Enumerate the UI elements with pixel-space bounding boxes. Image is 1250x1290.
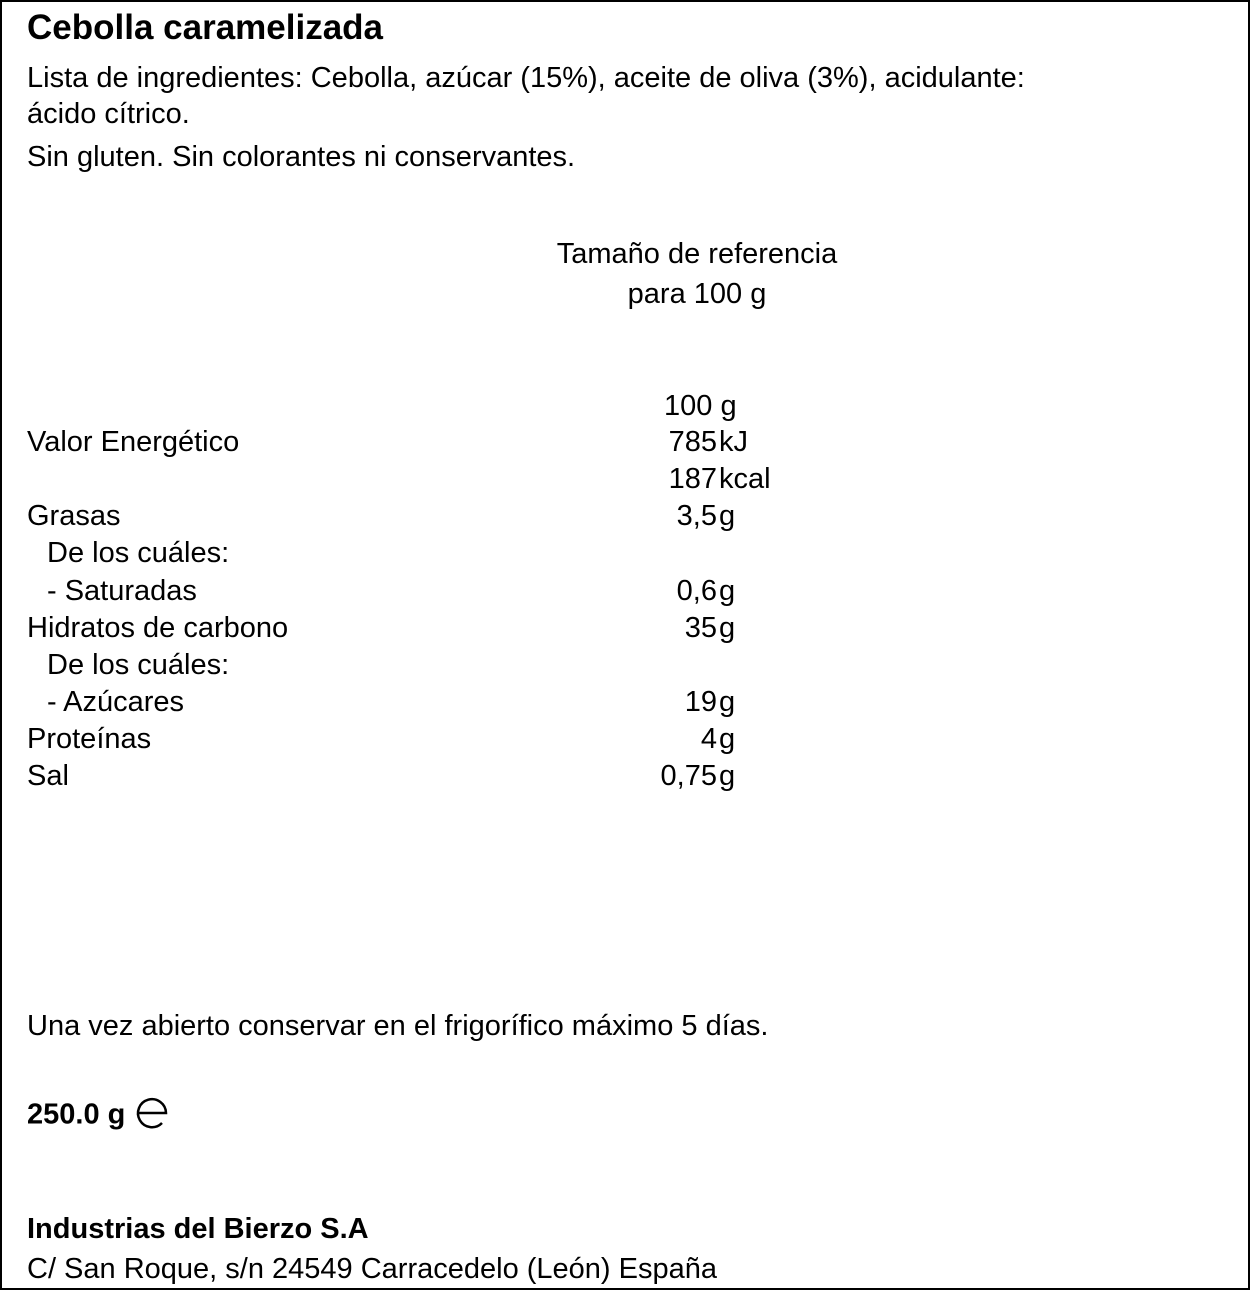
nutrient-label-sugars: - Azúcares (47, 686, 184, 718)
nutrient-label-salt: Sal (27, 760, 69, 792)
energy-kj-unit: kJ (719, 426, 748, 458)
nutrient-value-saturated: 0,6 (676, 575, 717, 607)
reference-size-line-2: para 100 g (627, 278, 767, 310)
ingredients-line-2: ácido cítrico. (27, 98, 190, 130)
nutrient-unit-carbohydrates: g (719, 612, 736, 644)
nutrition-column-header: 100 g (664, 390, 737, 422)
nutrient-value-protein: 4 (700, 723, 717, 755)
energy-kj-value: 785 (668, 426, 717, 458)
nutrient-sublabel-of-which: De los cuáles: (47, 649, 230, 681)
net-weight (27, 1096, 169, 1136)
energy-kcal-value: 187 (668, 463, 717, 495)
product-claims: Sin gluten. Sin colorantes ni conservantes. (27, 141, 576, 173)
nutrient-label-fat: Grasas (27, 500, 121, 532)
net-weight-value: 250.0 g (27, 1098, 126, 1131)
ingredients-line-1: Lista de ingredientes: Cebolla, azúcar (15%), aceite de oliva (3%), acidulante: (27, 62, 1025, 94)
manufacturer-name: Industrias del Bierzo S.A (27, 1213, 369, 1245)
nutrient-unit-protein: g (719, 723, 736, 755)
nutrient-unit-fat: g (719, 500, 736, 532)
nutrient-unit-salt: g (719, 760, 736, 792)
nutrient-label-saturated: - Saturadas (47, 575, 197, 607)
nutrient-value-carbohydrates: 35 (684, 612, 717, 644)
nutrient-label-carbohydrates: Hidratos de carbono (27, 612, 289, 644)
energy-label: Valor Energético (27, 426, 240, 458)
storage-instructions: Una vez abierto conservar en el frigorífico máximo 5 días. (27, 1010, 769, 1042)
manufacturer-address: C/ San Roque, s/n 24549 Carracedelo (León) España (27, 1253, 717, 1285)
product-name: Cebolla caramelizada (27, 8, 383, 47)
nutrient-label-protein: Proteínas (27, 723, 152, 755)
nutrient-unit-sugars: g (719, 686, 736, 718)
nutrient-sublabel-of-which: De los cuáles: (47, 537, 230, 569)
nutrient-value-fat: 3,5 (676, 500, 717, 532)
nutrient-unit-saturated: g (719, 575, 736, 607)
nutrient-value-salt: 0,75 (660, 760, 717, 792)
nutrient-value-sugars: 19 (684, 686, 717, 718)
energy-kcal-unit: kcal (719, 463, 771, 495)
e-mark-icon (135, 1096, 169, 1136)
reference-size-line-1: Tamaño de referencia (556, 238, 838, 270)
